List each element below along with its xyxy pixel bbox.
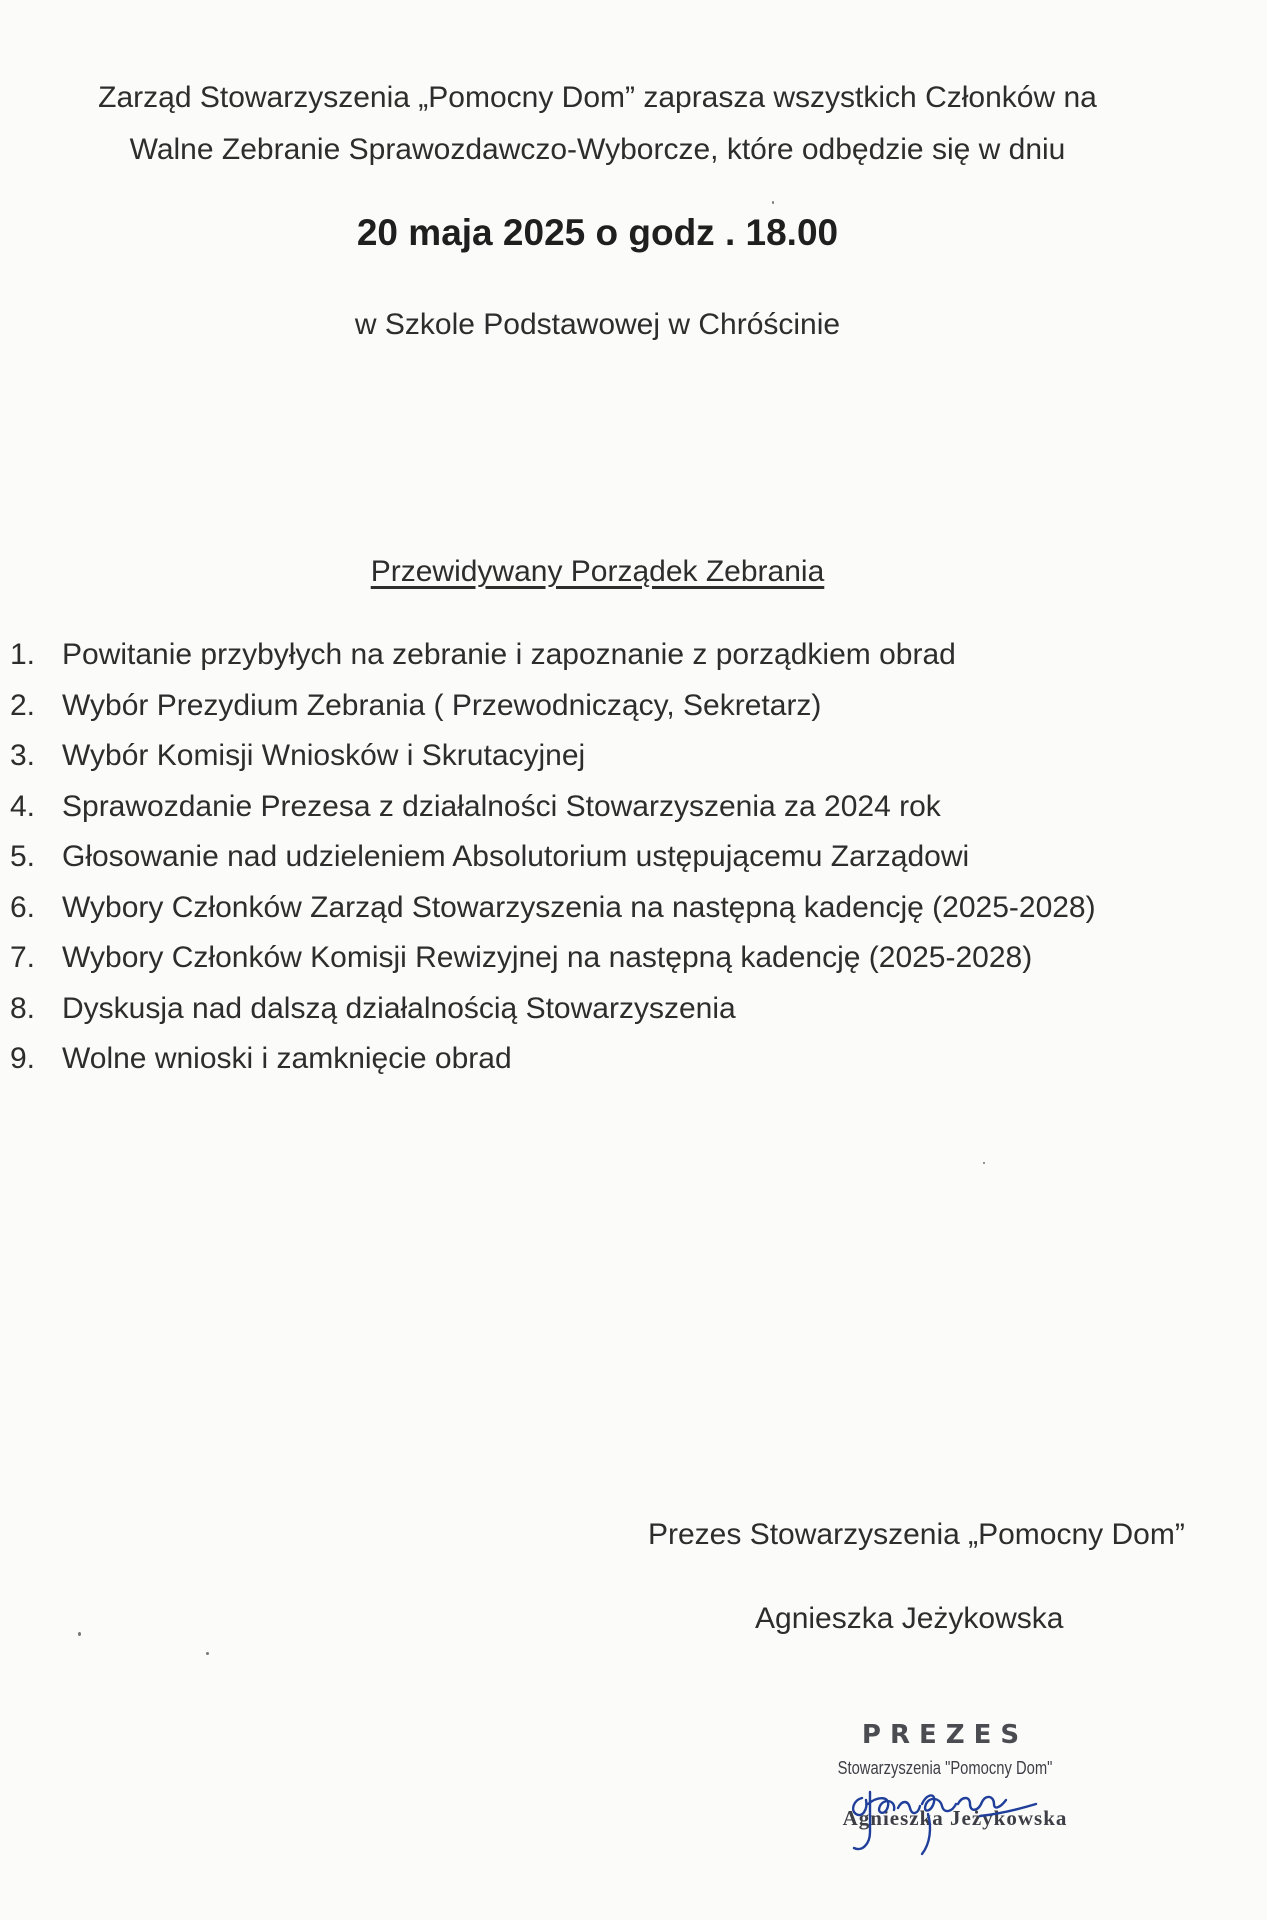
agenda-item-text: Dyskusja nad dalszą działalnością Stowarzyszenia xyxy=(62,991,736,1025)
scan-speck xyxy=(78,1632,81,1636)
scan-speck xyxy=(206,1652,209,1655)
agenda-item xyxy=(10,832,1096,883)
agenda-item-number: 1. xyxy=(10,638,36,671)
agenda-item xyxy=(10,731,1096,782)
agenda-item-text: Sprawozdanie Prezesa z działalności Stowarzyszenia za 2024 rok xyxy=(62,789,941,823)
scan-speck xyxy=(983,1162,985,1164)
agenda-item-text: Wybór Komisji Wniosków i Skrutacyjnej xyxy=(62,739,586,772)
agenda-item-text: Wybory Członków Zarząd Stowarzyszenia na następną kadencję (2025-2028) xyxy=(62,890,1096,924)
stamp-organization: Stowarzyszenia "Pomocny Dom" xyxy=(837,1758,1053,1778)
agenda-item-number: 9. xyxy=(10,1042,36,1075)
agenda-item xyxy=(10,984,1096,1035)
agenda-title-text: Przewidywany Porządek Zebrania xyxy=(370,555,825,588)
agenda-item-text: Wybory Członków Komisji Rewizyjnej na następną kadencję (2025-2028) xyxy=(62,941,1033,974)
agenda-item xyxy=(10,933,1096,984)
invitation-line-1: Zarząd Stowarzyszenia „Pomocny Dom” zaprasza wszystkich Członków na xyxy=(98,81,1097,114)
agenda-item xyxy=(10,681,1096,732)
stamp-name: Agnieszka Jeżykowska xyxy=(842,1806,1068,1830)
agenda-item-number: 5. xyxy=(10,840,36,873)
signatory-name: Agnieszka Jeżykowska xyxy=(755,1602,1064,1635)
agenda-item-number: 4. xyxy=(10,789,36,823)
invitation-text xyxy=(0,72,1195,176)
invitation-line-2: Walne Zebranie Sprawozdawczo-Wyborcze, które odbędzie się w dniu xyxy=(129,133,1066,166)
agenda-item xyxy=(10,1034,1096,1085)
scan-speck xyxy=(772,201,774,204)
meeting-date: 20 maja 2025 o godz . 18.00 xyxy=(356,212,839,253)
meeting-place: w Szkole Podstawowej w Chróścinie xyxy=(354,308,841,341)
signature-ink xyxy=(853,1792,1036,1854)
agenda-list xyxy=(10,630,1096,1085)
handwritten-signature xyxy=(810,1770,1070,1860)
agenda-item-number: 8. xyxy=(10,991,36,1025)
agenda-item-text: Głosowanie nad udzieleniem Absolutorium ustępującemu Zarządowi xyxy=(62,840,970,873)
agenda-item-number: 7. xyxy=(10,941,36,974)
agenda-item xyxy=(10,782,1096,833)
signatory-organization: Prezes Stowarzyszenia „Pomocny Dom” xyxy=(648,1518,1185,1551)
agenda-item-text: Powitanie przybyłych na zebranie i zapoznanie z porządkiem obrad xyxy=(62,638,956,671)
agenda-item xyxy=(10,883,1096,934)
agenda-title xyxy=(0,555,1195,589)
agenda-item-number: 2. xyxy=(10,688,36,722)
agenda-item-number: 3. xyxy=(10,739,36,772)
agenda-item-number: 6. xyxy=(10,890,36,924)
stamp-title: PREZES xyxy=(861,1720,1029,1750)
agenda-item-text: Wybór Prezydium Zebrania ( Przewodniczący, Sekretarz) xyxy=(62,688,822,722)
agenda-item xyxy=(10,630,1096,681)
agenda-item-text: Wolne wnioski i zamknięcie obrad xyxy=(62,1042,512,1075)
